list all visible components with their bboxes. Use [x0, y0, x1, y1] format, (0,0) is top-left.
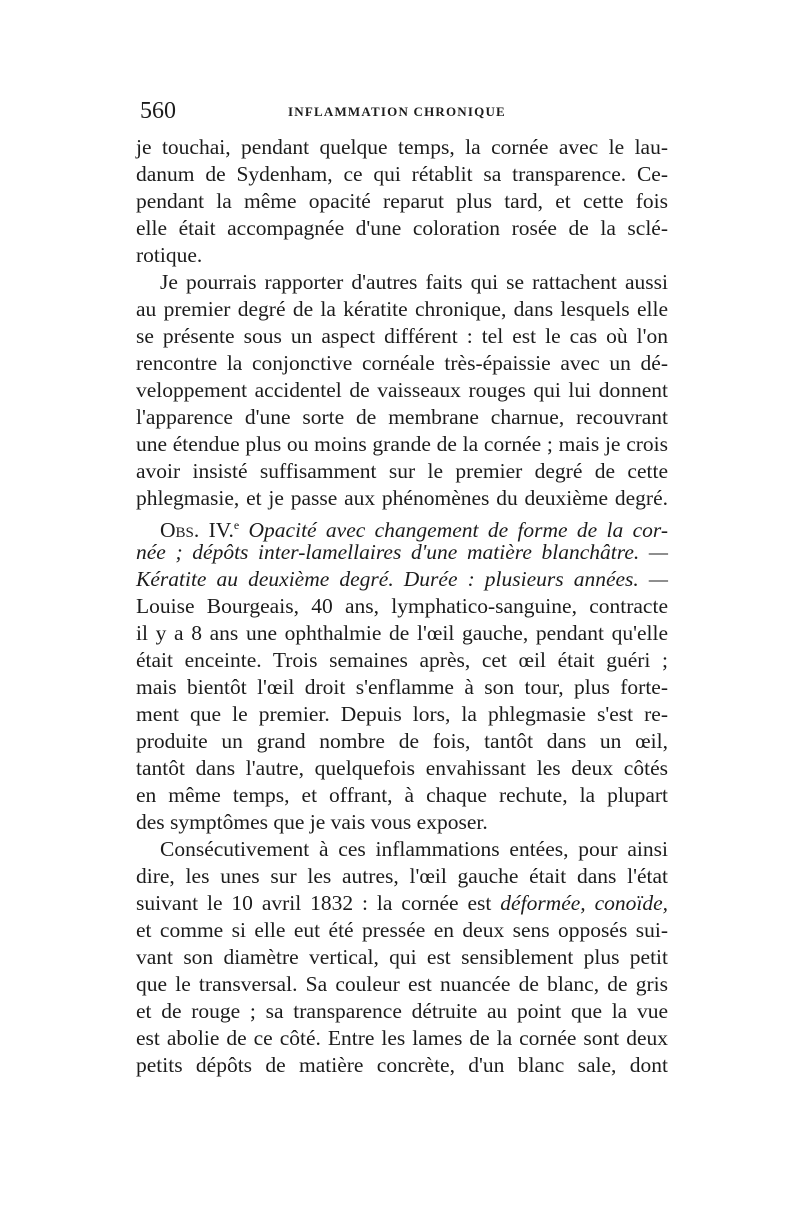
text-line: est abolie de ce côté. Entre les lames de la cornée sont deux — [136, 1026, 668, 1050]
text-line: avoir insisté suffisamment sur le premier degré de cette — [136, 459, 668, 483]
text-line: vant son diamètre vertical, qui est sensiblement plus petit — [136, 945, 668, 969]
observation-label: Obs. IV. — [160, 518, 234, 543]
text-line: pendant la même opacité reparut plus tard, et cette fois — [136, 189, 668, 213]
text-line: l'apparence d'une sorte de membrane charnue, recouvrant — [136, 405, 668, 429]
text-line: rotique. — [136, 243, 203, 267]
text-line: il y a 8 ans une ophthalmie de l'œil gauche, pendant qu'elle — [136, 621, 668, 645]
text-line: phlegmasie, et je passe aux phénomènes du deuxième degré. — [136, 486, 668, 510]
text-line: petits dépôts de matière concrète, d'un blanc sale, dont — [136, 1053, 668, 1077]
text-line: Louise Bourgeais, 40 ans, lymphatico-sanguine, contracte — [136, 594, 668, 618]
text-line: ment que le premier. Depuis lors, la phlegmasie s'est re- — [136, 702, 668, 726]
text-line: était enceinte. Trois semaines après, cet œil était guéri ; — [136, 648, 668, 672]
text-line: au premier degré de la kératite chronique, dans lesquels elle — [136, 297, 668, 321]
observation-title-line: née ; dépôts inter-lamellaires d'une matière blanchâtre. — — [136, 540, 668, 564]
observation-title-line: Kératite au deuxième degré. Durée : plusieurs années. — — [136, 567, 668, 591]
text-line: des symptômes que je vais vous exposer. — [136, 810, 488, 834]
text-segment-italic: déformée, conoïde, — [500, 891, 669, 915]
running-title: INFLAMMATION CHRONIQUE — [288, 104, 506, 119]
text-line: mais bientôt l'œil droit s'enflamme à son tour, plus forte- — [136, 675, 668, 699]
page-number: 560 — [140, 98, 176, 124]
text-line: je touchai, pendant quelque temps, la cornée avec le lau- — [136, 135, 668, 159]
observation-label-superscript: e — [233, 518, 240, 532]
text-line: que le transversal. Sa couleur est nuancée de blanc, de gris — [136, 972, 668, 996]
text-line: produite un grand nombre de fois, tantôt dans un œil, — [136, 729, 668, 753]
text-line: et comme si elle eut été pressée en deux sens opposés sui- — [136, 918, 668, 942]
text-line — [136, 888, 668, 918]
text-line: dire, les unes sur les autres, l'œil gauche était dans l'état — [136, 864, 668, 888]
observation-heading — [160, 510, 668, 543]
text-line: en même temps, et offrant, à chaque rechute, la plupart — [136, 783, 668, 807]
text-line: elle était accompagnée d'une coloration rosée de la sclé- — [136, 216, 668, 240]
text-line: et de rouge ; sa transparence détruite au point que la vue — [136, 999, 668, 1023]
page-header — [140, 96, 670, 126]
text-line: Consécutivement à ces inflammations entées, pour ainsi — [160, 837, 668, 861]
text-line: danum de Sydenham, ce qui rétablit sa transparence. Ce- — [136, 162, 668, 186]
text-line: Je pourrais rapporter d'autres faits qui se rattachent aussi — [160, 270, 668, 294]
text-line: rencontre la conjonctive cornéale très-épaissie avec un dé- — [136, 351, 668, 375]
text-line: tantôt dans l'autre, quelquefois envahissant les deux côtés — [136, 756, 668, 780]
text-line: veloppement accidentel de vaisseaux rouges qui lui donnent — [136, 378, 668, 402]
observation-title: Opacité avec changement de forme de la cor- — [248, 518, 668, 543]
text-line: une étendue plus ou moins grande de la cornée ; mais je crois — [136, 432, 668, 456]
text-line: se présente sous un aspect différent : tel est le cas où l'on — [136, 324, 668, 348]
text-segment: suivant le 10 avril 1832 : la cornée est — [136, 891, 501, 915]
